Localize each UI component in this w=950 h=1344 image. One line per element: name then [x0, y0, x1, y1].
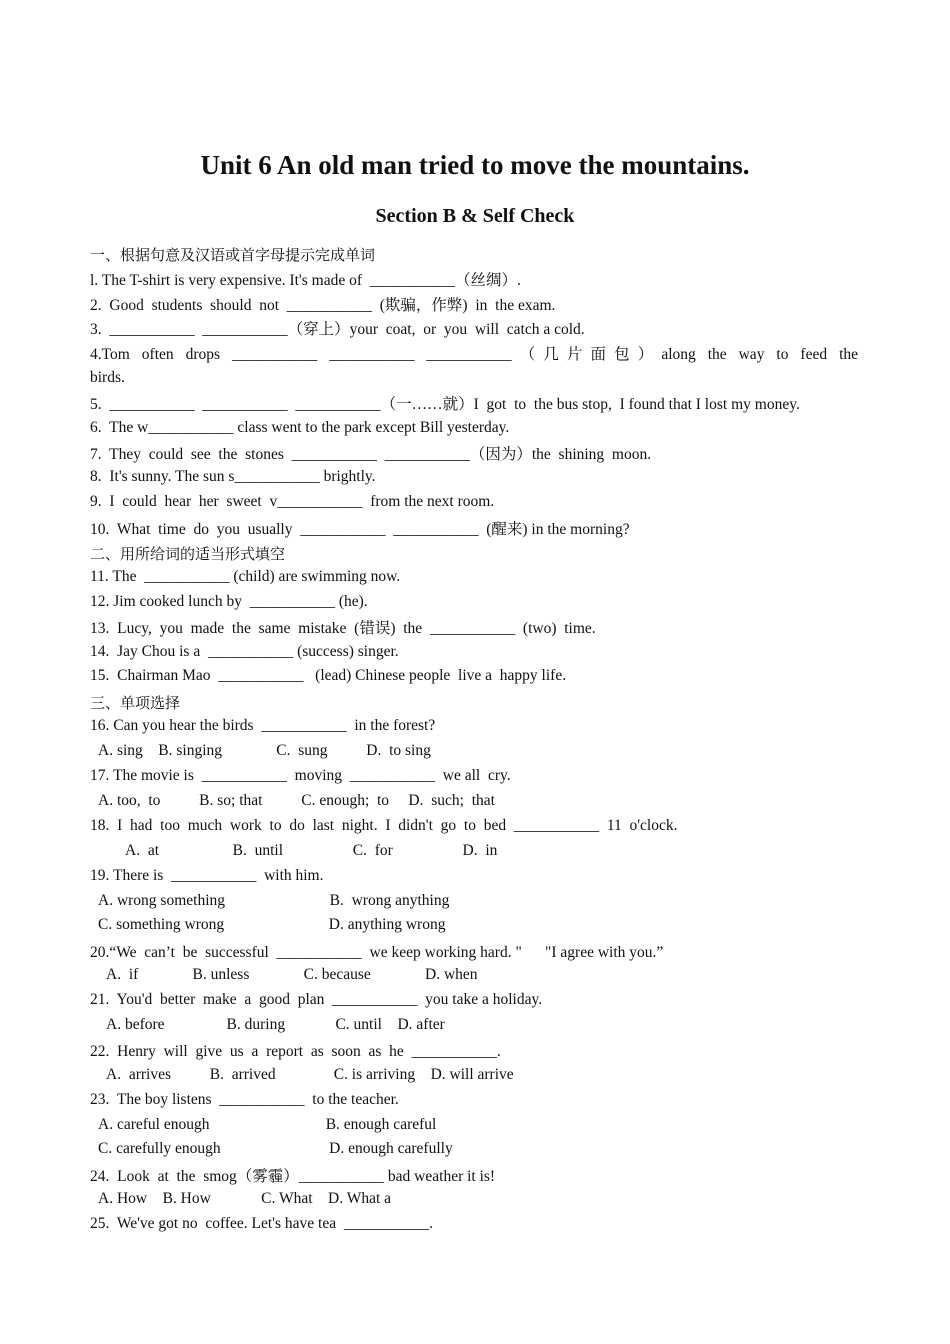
worksheet-line: 11. The ___________ (child) are swimming now.	[90, 568, 401, 585]
worksheet-line: l. The T-shirt is very expensive. It's made of ___________（丝绸）.	[90, 272, 521, 289]
worksheet-line: A. too, to B. so; that C. enough; to D. such; that	[98, 792, 495, 809]
worksheet-line: 10. What time do you usually ___________ ___________ (醒来) in the morning?	[90, 521, 630, 538]
worksheet-line: 19. There is ___________ with him.	[90, 867, 324, 884]
worksheet-line: 24. Look at the smog（雾霾）___________ bad weather it is!	[90, 1168, 496, 1185]
worksheet-line: 13. Lucy, you made the same mistake (错误) the ___________ (two) time.	[90, 620, 596, 637]
worksheet-line: 9. I could hear her sweet v___________ from the next room.	[90, 493, 495, 510]
worksheet-line: A. at B. until C. for D. in	[125, 842, 498, 859]
worksheet-line: 18. I had too much work to do last night. I didn't go to bed ___________ 11 o'clock.	[90, 817, 678, 834]
worksheet-line: 4.Tom often drops ___________ ___________ ___________（几片面包）along the way to feed the	[90, 346, 858, 363]
worksheet-line: A. wrong something B. wrong anything	[98, 892, 450, 909]
worksheet-line: 12. Jim cooked lunch by ___________ (he).	[90, 593, 368, 610]
worksheet-line: C. something wrong D. anything wrong	[98, 916, 446, 933]
worksheet-line: A. before B. during C. until D. after	[106, 1016, 445, 1033]
worksheet-line: 7. They could see the stones ___________ ___________（因为）the shining moon.	[90, 446, 652, 463]
worksheet-line: A. careful enough B. enough careful	[98, 1116, 437, 1133]
section-subtitle: Section B & Self Check	[375, 205, 575, 227]
worksheet-line: 15. Chairman Mao ___________ (lead) Chinese people live a happy life.	[90, 667, 567, 684]
worksheet-line: 20.“We can’t be successful ___________ we keep working hard. " "I agree with you.”	[90, 944, 664, 961]
worksheet-line: 25. We've got no coffee. Let's have tea ___________.	[90, 1215, 433, 1232]
worksheet-line: A. sing B. singing C. sung D. to sing	[98, 742, 431, 759]
worksheet-line: birds.	[90, 369, 125, 386]
worksheet-line: C. carefully enough D. enough carefully	[98, 1140, 453, 1157]
worksheet-line: 6. The w___________ class went to the park except Bill yesterday.	[90, 419, 510, 436]
worksheet-line: 8. It's sunny. The sun s___________ brightly.	[90, 468, 376, 485]
worksheet-line: A. if B. unless C. because D. when	[106, 966, 478, 983]
page-title: Unit 6 An old man tried to move the mountains.	[200, 150, 750, 180]
worksheet-line: 17. The movie is ___________ moving ___________ we all cry.	[90, 767, 511, 784]
worksheet-line: 14. Jay Chou is a ___________ (success) singer.	[90, 643, 399, 660]
worksheet-line: A. How B. How C. What D. What a	[98, 1190, 392, 1207]
worksheet-line: 2. Good students should not ___________ (欺骗，作弊) in the exam.	[90, 297, 556, 314]
worksheet-line: 5. ___________ ___________ ___________（一……就）I got to the bus stop, I found that I lost my money.	[90, 396, 800, 413]
worksheet-line: A. arrives B. arrived C. is arriving D. will arrive	[106, 1066, 514, 1083]
worksheet-line: 3. ___________ ___________（穿上）your coat, or you will catch a cold.	[90, 321, 585, 338]
worksheet-line: 21. You'd better make a good plan ___________ you take a holiday.	[90, 991, 543, 1008]
worksheet-line: 22. Henry will give us a report as soon as he ___________.	[90, 1043, 501, 1060]
section-heading: 二、用所给词的适当形式填空	[90, 545, 286, 563]
worksheet-line: 16. Can you hear the birds ___________ in the forest?	[90, 717, 436, 734]
section-heading: 三、单项选择	[90, 694, 181, 712]
worksheet-line: 23. The boy listens ___________ to the teacher.	[90, 1091, 399, 1108]
section-heading: 一、根据句意及汉语或首字母提示完成单词	[90, 246, 376, 264]
